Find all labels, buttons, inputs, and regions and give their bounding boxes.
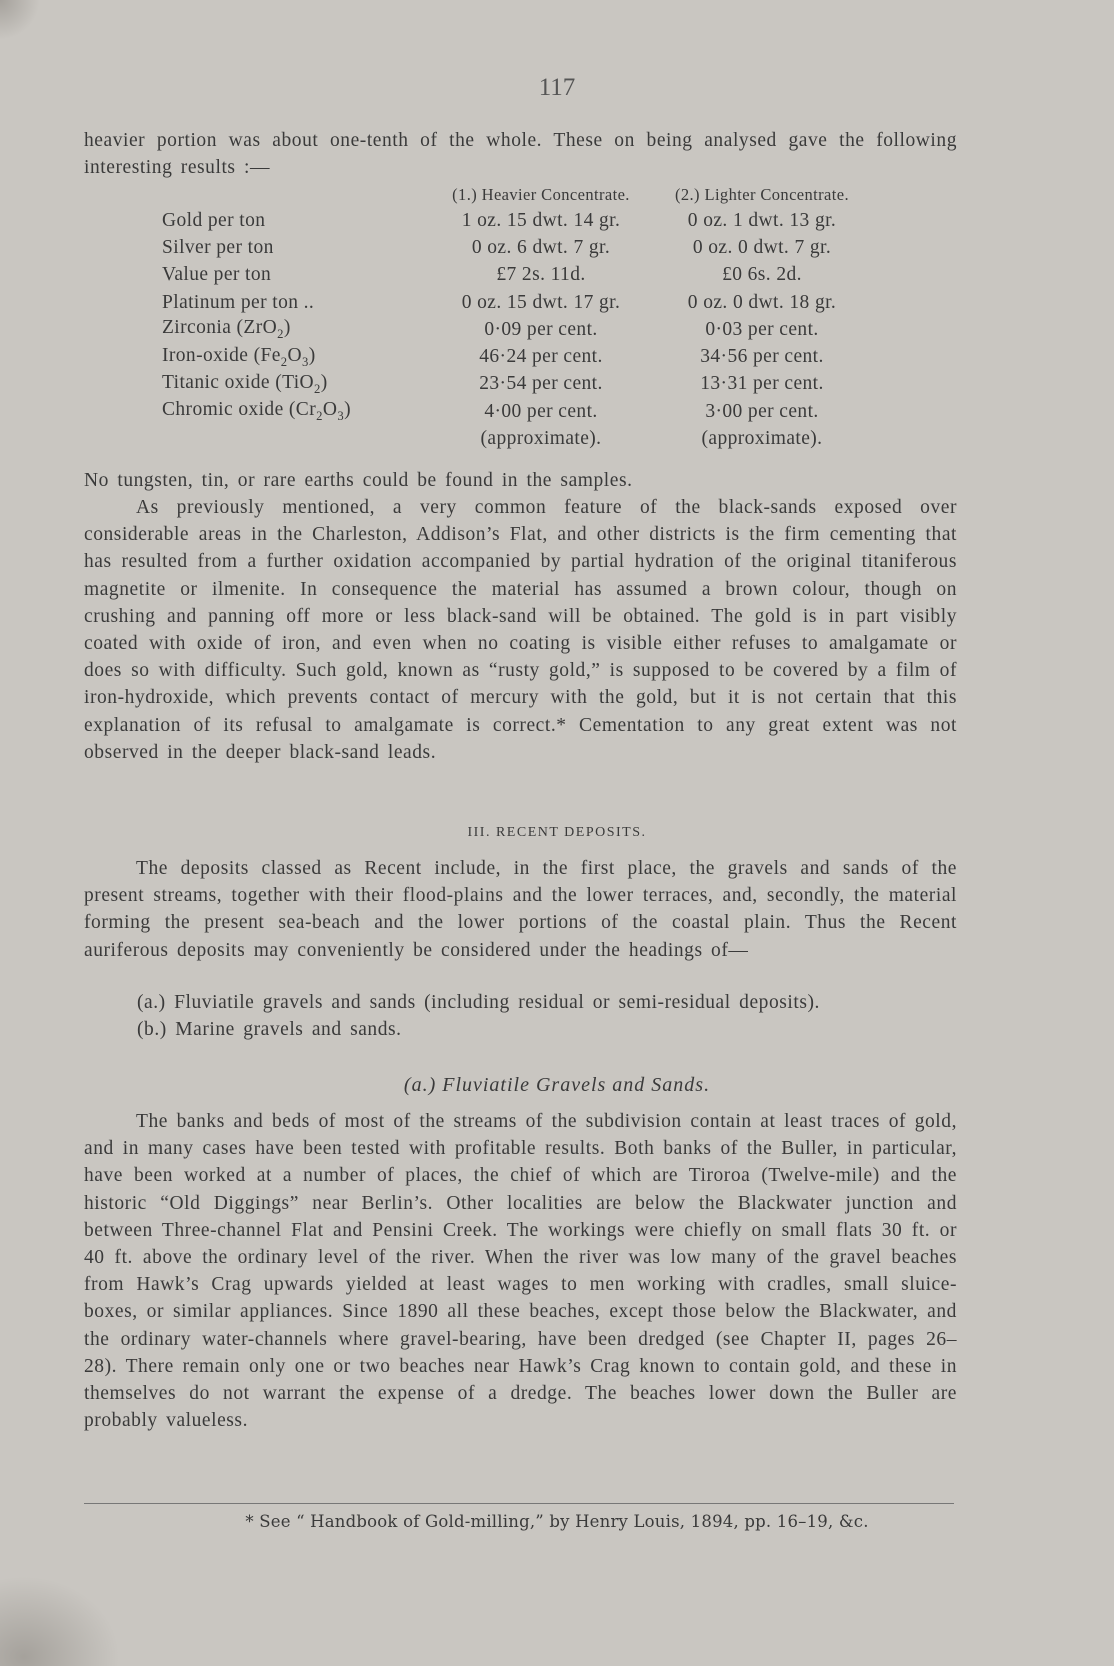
heavier-value: 0·09 per cent. [484, 318, 598, 340]
table-row [162, 289, 862, 316]
footnote: * See “ Handbook of Gold-milling,” by Henry Louis, 1894, pp. 16–19, &c. [245, 1512, 869, 1531]
heavier-value: 23·54 per cent. [479, 373, 603, 395]
column-header-lighter: (2.) Lighter Concentrate. [674, 185, 850, 204]
table-row [162, 234, 862, 261]
subsection-heading-fluviatile: (a.) Fluviatile Gravels and Sands. [403, 1074, 711, 1096]
row-label: Iron-oxide $(Fe_2O_3)$ [162, 344, 316, 369]
table-row [162, 207, 862, 234]
heavier-value: 0 oz. 15 dwt. 17 gr. [461, 291, 621, 313]
list-item-fluviatile: (a.) Fluviatile gravels and sands (including residual or semi-residual deposits). [137, 992, 820, 1013]
list-item-marine: (b.) Marine gravels and sands. [137, 1019, 402, 1040]
row-label: Chromic oxide $(Cr_2O_3)$ [162, 399, 351, 424]
heavier-value: 0 oz. 6 dwt. 7 gr. [471, 236, 611, 258]
lighter-note: (approximate). [701, 428, 823, 450]
table-note-row [162, 425, 862, 452]
row-label: Zirconia (ZrO$_2$) [162, 317, 291, 342]
heavier-value: £7 2s. 11d. [496, 264, 586, 286]
column-header-heavier: (1.) Heavier Concentrate. [452, 185, 630, 204]
lighter-value: £0 6s. 2d. [722, 264, 802, 286]
banks-and-beds-paragraph: The banks and beds of most of the streams of the subdivision contain at least traces of gold, and in many cases have been tested with profitable results. Both banks of the Buller, in particular, have been worked at a number of places, the chief of which are Tiroroa (Twelve-mile) and the historic “Old Diggings” near Berlin’s. Other localities are below the Blackwater junction and between Three-channel Flat and Pensini Creek. The workings were chiefly on small flats 30 ft. or 40 ft. above the ordinary level of the river. When the river was low many of the gravel beaches from Hawk’s Crag upwards yielded at least wages to men working with cradles, small sluice-boxes, or similar appliances. Since 1890 all these beaches, except those below the Blackwater, and the ordinary water-channels where gravel-bearing, have been dredged (see Chapter II, pages 26–28). There remain only one or two beaches near Hawk’s Crag known to contain gold, and these in themselves do not warrant the expense of a dredge. The beaches lower down the Buller are probably valueless. [84, 1111, 957, 1432]
lighter-value: 0·03 per cent. [705, 318, 819, 340]
lighter-value: 34·56 per cent. [700, 346, 824, 368]
page-stain [0, 1576, 120, 1666]
heavier-value: 46·24 per cent. [479, 346, 603, 368]
lighter-value: 0 oz. 1 dwt. 13 gr. [687, 209, 837, 231]
footnote-divider [84, 1503, 954, 1504]
page-stain [0, 0, 40, 40]
assay-results-table [162, 183, 862, 453]
row-label: Titanic oxide (TiO$_2$) [162, 371, 328, 396]
table-row [162, 343, 862, 370]
lighter-value: 0 oz. 0 dwt. 18 gr. [687, 291, 837, 313]
row-label: Gold per ton [162, 209, 266, 231]
recent-deposits-paragraph: The deposits classed as Recent include, in the first place, the gravels and sands of the present streams, together with their flood-plains and the lower terraces, and, secondly, the material forming the present sea-beach and the lower portions of the coastal plain. Thus the Recent auriferous deposits may conveniently be considered under the headings of— [84, 858, 957, 961]
table-row [162, 371, 862, 398]
row-label: Silver per ton [162, 236, 274, 258]
heavier-note: (approximate). [480, 428, 602, 450]
lighter-value: 3·00 per cent. [705, 400, 819, 422]
row-label: Value per ton [162, 264, 272, 286]
section-heading-recent-deposits: III. RECENT DEPOSITS. [467, 825, 647, 840]
intro-paragraph: heavier portion was about one-tenth of the whole. These on being analysed gave the following interesting results :— [84, 130, 957, 179]
lighter-value: 0 oz. 0 dwt. 7 gr. [692, 236, 832, 258]
table-header-row [162, 183, 862, 207]
table-row [162, 316, 862, 343]
no-tungsten-paragraph: No tungsten, tin, or rare earths could be found in the samples. [84, 470, 633, 491]
page-number: 117 [538, 74, 576, 101]
row-label: Platinum per ton .. [162, 291, 315, 313]
heavier-value: 4·00 per cent. [484, 400, 598, 422]
table-row [162, 262, 862, 289]
heavier-value: 1 oz. 15 dwt. 14 gr. [461, 209, 621, 231]
table-row [162, 398, 862, 425]
lighter-value: 13·31 per cent. [700, 373, 824, 395]
previously-mentioned-paragraph: As previously mentioned, a very common feature of the black-sands exposed over considerable areas in the Charleston, Addison’s Flat, and other districts is the firm cementing that has resulted from a further oxidation accompanied by partial hydration of the original titaniferous magnetite or ilmenite. In consequence the material has assumed a brown colour, though on crushing and panning off more or less black-sand will be obtained. The gold is in part visibly coated with oxide of iron, and even when no coating is visible either refuses to amalgamate or does so with difficulty. Such gold, known as “rusty gold,” is supposed to be covered by a film of iron-hydroxide, which prevents contact of mercury with the gold, but it is not certain that this explanation of its refusal to amalgamate is correct.* Cementation to any great extent was not observed in the deeper black-sand leads. [84, 497, 957, 763]
